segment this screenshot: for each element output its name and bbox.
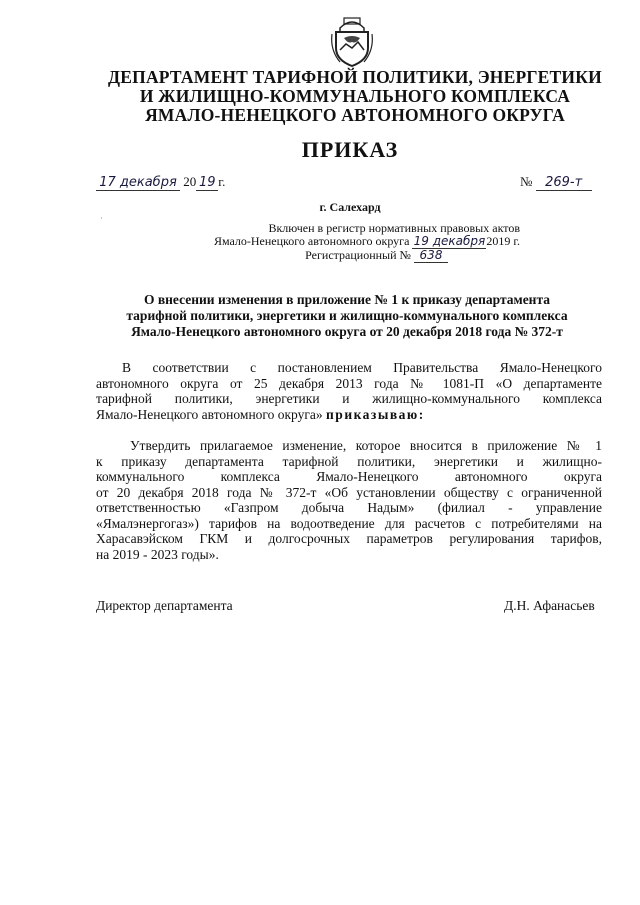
order-date: [96, 174, 225, 191]
order-date-year-unit: г.: [218, 174, 226, 189]
registration-number: 638: [414, 249, 448, 263]
registration-year: 2019 г.: [486, 234, 520, 248]
department-line-3: ЯМАЛО-НЕНЕЦКОГО АВТОНОМНОГО ОКРУГА: [145, 105, 565, 125]
operative-line-5: ответственностью «Газпром добыча Надым» (филиал - управление: [96, 500, 602, 515]
operative-line-7: Харасавэйском ГКМ и долгосрочных параметров регулирования тарифов,: [96, 531, 602, 546]
department-heading: [60, 68, 640, 125]
operative-line-2: к приказу департамента тарифной политики, энергетики и жилищно-: [96, 453, 602, 469]
document-type-title: ПРИКАЗ: [301, 137, 399, 162]
preamble-line-4-text: Ямало-Ненецкого автономного округа»: [96, 406, 323, 422]
yamal-coat-of-arms-icon: [330, 14, 374, 68]
registration-region: Ямало-Ненецкого автономного округа: [213, 234, 410, 248]
registration-line-3: [140, 249, 520, 263]
order-title: [92, 292, 602, 340]
operative-paragraph: [96, 438, 602, 562]
operative-line-8: на 2019 - 2023 годы».: [96, 546, 219, 562]
preamble-line-1: В соответствии с постановлением Правительства Ямало-Ненецкого: [122, 360, 602, 375]
preamble-line-3: тарифной политики, энергетики и жилищно-коммунального комплекса: [96, 391, 602, 406]
department-line-1: ДЕПАРТАМЕНТ ТАРИФНОЙ ПОЛИТИКИ, ЭНЕРГЕТИКИ: [108, 67, 602, 87]
registration-block: [140, 222, 520, 263]
signatory-name: Д.Н. Афанасьев: [504, 598, 595, 613]
order-title-line-1: О внесении изменения в приложение № 1 к приказу департамента: [143, 292, 551, 307]
order-word: приказываю:: [326, 406, 425, 422]
order-number-value: 269-т: [536, 175, 592, 191]
registration-number-label: Регистрационный №: [305, 248, 411, 262]
order-date-day-month: 17 декабря: [96, 175, 180, 191]
preamble-paragraph: [96, 360, 602, 422]
registration-line-2: [140, 235, 520, 249]
registration-date: 19 декабря: [413, 234, 486, 248]
registration-line-1: Включен в регистр нормативных правовых актов: [268, 221, 520, 235]
preamble-line-2: автономного округа от 25 декабря 2013 года № 1081-П «О департаменте: [96, 375, 602, 391]
margin-mark: ·: [100, 214, 103, 223]
preamble-line-4: [96, 407, 602, 423]
signatory-position: Директор департамента: [96, 598, 233, 613]
department-line-2: И ЖИЛИЩНО-КОММУНАЛЬНОГО КОМПЛЕКСА: [139, 86, 571, 106]
order-title-line-3: Ямало-Ненецкого автономного округа от 20 декабря 2018 года № 372-т: [131, 324, 563, 339]
operative-line-4: от 20 декабря 2018 года № 372-т «Об установлении обществу с ограниченной: [96, 484, 602, 500]
order-title-line-2: тарифной политики, энергетики и жилищно-коммунального комплекса: [126, 308, 568, 323]
order-date-year-suffix: 19: [196, 175, 218, 191]
operative-line-1: Утвердить прилагаемое изменение, которое вносится в приложение № 1: [130, 438, 602, 453]
order-date-year-prefix: 20: [183, 174, 197, 189]
order-number-label: №: [520, 174, 533, 189]
operative-line-3: коммунального комплекса Ямало-Ненецкого автономного округа: [96, 469, 602, 484]
city: г. Салехард: [319, 200, 381, 214]
order-number: [520, 174, 592, 191]
operative-line-6: «Ямалэнергогаз») тарифов на водоотведение для расчетов с потребителями на: [96, 515, 602, 531]
